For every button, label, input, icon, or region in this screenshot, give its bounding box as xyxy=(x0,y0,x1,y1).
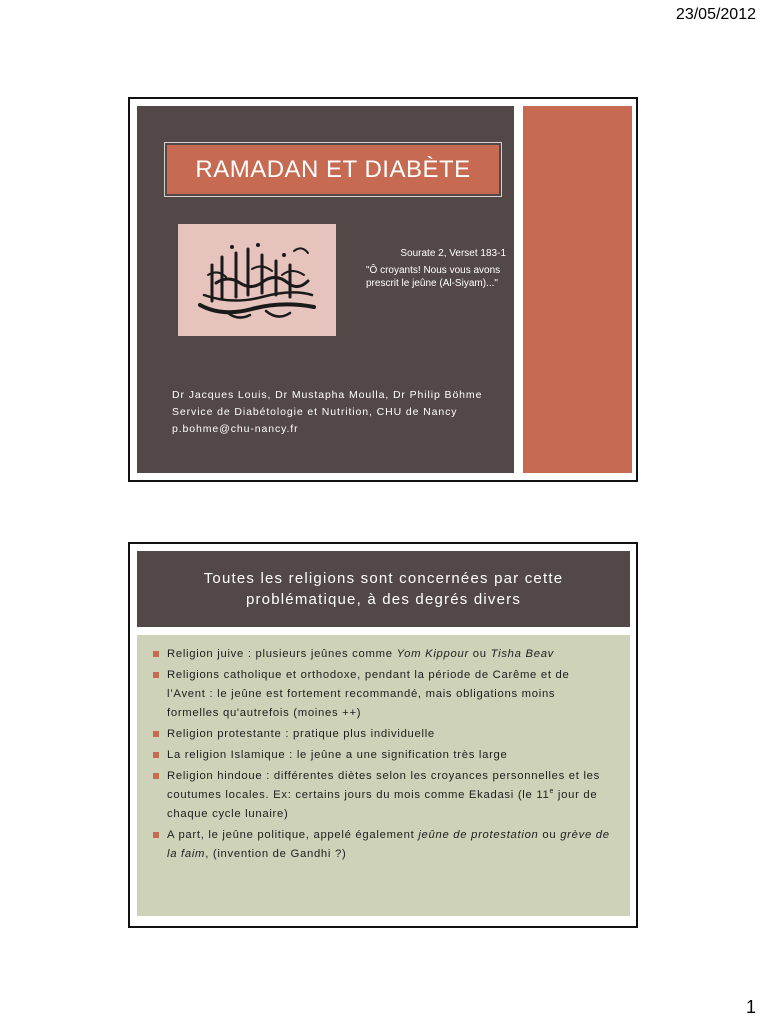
list-item xyxy=(153,826,610,864)
slide-2-body xyxy=(137,635,630,916)
bullet-icon xyxy=(153,832,159,838)
bullet-text: Religion juive : plusieurs jeûnes comme xyxy=(167,648,397,660)
authors-names: Dr Jacques Louis, Dr Mustapha Moulla, Dr Philip Böhme xyxy=(172,389,483,401)
bullet-text: A part, le jeûne politique, appelé également xyxy=(167,829,419,841)
list-item xyxy=(153,666,610,723)
bullet-emphasis: jeûne de protestation xyxy=(418,829,539,841)
verse-quote xyxy=(360,247,506,290)
authors-email: p.bohme@chu-nancy.fr xyxy=(172,423,299,435)
print-date: 23/05/2012 xyxy=(675,6,756,23)
page-number: 1 xyxy=(745,997,756,1017)
bullet-text: Religions catholique et orthodoxe, pendant la période de Carême et de l’Avent : le jeûne est fortement recommandé, mais obligations moins formelles qu'autrefois (moines ++) xyxy=(167,669,570,719)
bullet-icon xyxy=(153,773,159,779)
authors-block xyxy=(172,387,482,438)
list-item xyxy=(153,725,610,744)
bullet-icon xyxy=(153,752,159,758)
list-item xyxy=(153,767,610,824)
bullet-text: ou xyxy=(538,829,561,841)
bullet-icon xyxy=(153,731,159,737)
calligraphy-icon xyxy=(192,235,322,325)
bullet-text: La religion Islamique : le jeûne a une signification très large xyxy=(167,749,508,761)
list-item xyxy=(153,746,610,765)
bullet-text: Religion hindoue : différentes diètes selon les croyances personnelles et les coutumes locales. Ex: certains jours du mois comme Ekadasi (le 11 xyxy=(167,770,600,801)
list-item xyxy=(153,645,610,664)
slide-2-title: Toutes les religions sont concernées par cette problématique, à des degrés divers xyxy=(137,551,630,627)
slide-2 xyxy=(128,542,638,928)
authors-department: Service de Diabétologie et Nutrition, CHU de Nancy xyxy=(172,406,458,418)
ordinal-superscript: e xyxy=(549,788,555,796)
bullet-text: ou xyxy=(468,648,491,660)
bullet-text: , (invention de Gandhi ?) xyxy=(205,848,347,860)
bullet-icon xyxy=(153,672,159,678)
slide-1-background xyxy=(137,106,514,473)
slide-1-title-box xyxy=(164,142,502,197)
bullet-text: jour de chaque cycle lunaire) xyxy=(167,789,598,820)
bullet-emphasis: grève de la faim xyxy=(167,829,610,860)
bullet-emphasis: Yom Kippour xyxy=(396,648,469,660)
bullet-icon xyxy=(153,651,159,657)
slide-1 xyxy=(128,97,638,482)
bullet-list xyxy=(153,645,610,864)
basmala-calligraphy-image xyxy=(178,224,336,336)
bullet-text: Religion protestante : pratique plus individuelle xyxy=(167,728,435,740)
verse-reference: Sourate 2, Verset 183-1 xyxy=(400,248,506,259)
slide-1-accent-bar xyxy=(523,106,632,473)
slide-1-title: RAMADAN ET DIABÈTE xyxy=(167,145,499,194)
verse-text: "Ô croyants! Nous vous avons prescrit le jeûne (Al-Siyam)..." xyxy=(366,265,501,289)
bullet-emphasis: Tisha Beav xyxy=(490,648,555,660)
